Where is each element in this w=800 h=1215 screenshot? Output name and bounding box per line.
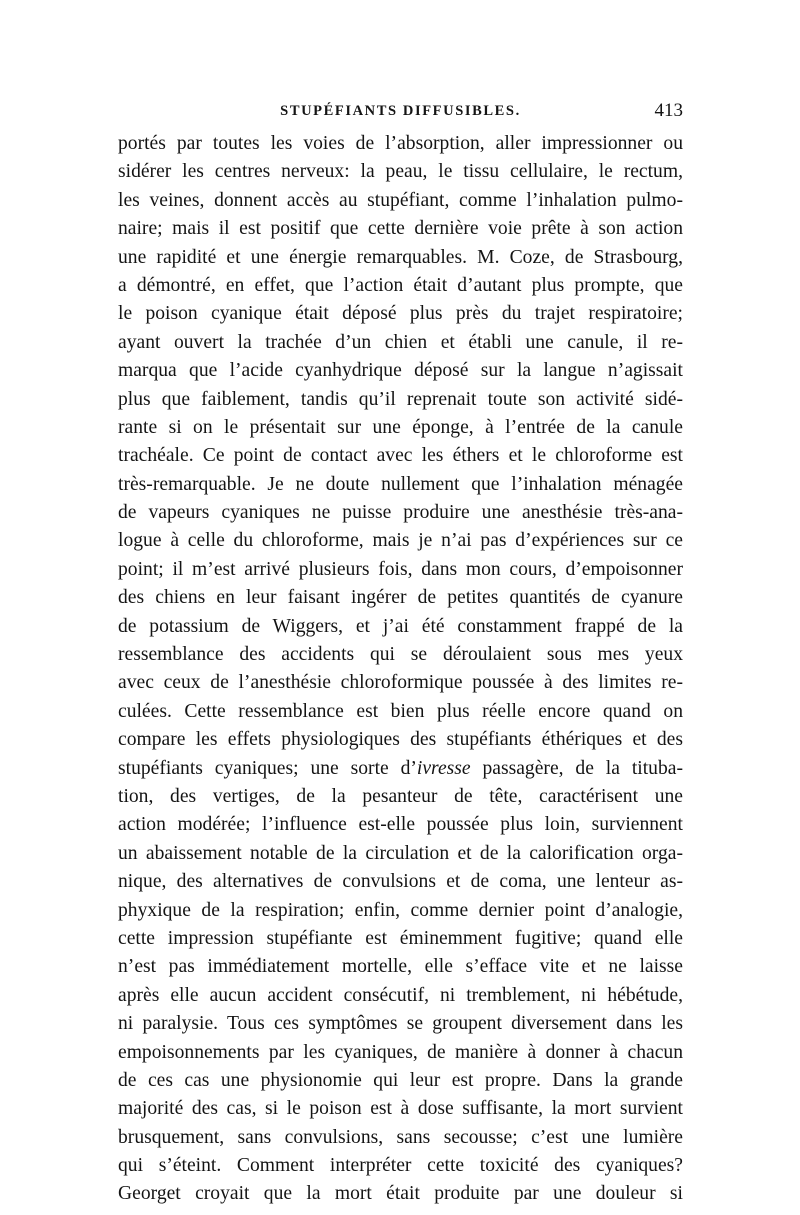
text-line: brusquement, sans convulsions, sans secousse; c’est une lumière: [118, 1126, 683, 1148]
text-line: phyxique de la respiration; enfin, comme dernier point d’analogie,: [118, 899, 683, 921]
text-line: a démontré, en effet, que l’action était d’autant plus prompte, que: [118, 274, 683, 296]
text-line: compare les effets physiologiques des stupéfiants éthériques et des: [118, 729, 683, 751]
text-line: qui s’éteint. Comment interpréter cette toxicité des cyaniques?: [118, 1155, 683, 1177]
text-line: trachéale. Ce point de contact avec les éthers et le chloroforme est: [118, 445, 683, 467]
text-line: action modérée; l’influence est-elle poussée plus loin, surviennent: [118, 814, 683, 836]
text-line: après elle aucun accident consécutif, ni tremblement, ni hébétude,: [118, 984, 683, 1006]
text-line: les veines, donnent accès au stupéfiant, comme l’inhalation pulmo-: [118, 189, 683, 211]
text-line: cette impression stupéfiante est éminemment fugitive; quand elle: [118, 927, 683, 949]
text-line: empoisonnements par les cyaniques, de manière à donner à chacun: [118, 1041, 683, 1063]
text-line: très-remarquable. Je ne doute nullement que l’inhalation ménagée: [118, 473, 683, 495]
body-text: [118, 130, 683, 1209]
text-segment: stupéfiants cyaniques; une sorte d’: [118, 757, 417, 779]
text-line: nique, des alternatives de convulsions et de coma, une lenteur as-: [118, 871, 683, 893]
text-line: des chiens en leur faisant ingérer de petites quantités de cyanure: [118, 587, 683, 609]
text-line: naire; mais il est positif que cette dernière voie prête à son action: [118, 218, 683, 240]
text-line: portés par toutes les voies de l’absorption, aller impressionner ou: [118, 133, 683, 154]
text-line: culées. Cette ressemblance est bien plus réelle encore quand on: [118, 700, 683, 722]
running-head: [118, 98, 683, 124]
text-line: point; il m’est arrivé plusieurs fois, dans mon cours, d’empoisonner: [118, 558, 683, 580]
text-line: le poison cyanique était déposé plus près du trajet respiratoire;: [118, 303, 683, 325]
text-segment: passagère, de la tituba-: [470, 757, 683, 779]
text-line: de ces cas une physionomie qui leur est propre. Dans la grande: [118, 1069, 683, 1091]
text-line: avec ceux de l’anesthésie chloroformique poussée à des limites re-: [118, 672, 683, 694]
text-line: Georget croyait que la mort était produite par une douleur si: [118, 1183, 683, 1205]
text-line: de potassium de Wiggers, et j’ai été constamment frappé de la: [118, 615, 683, 637]
text-line: tion, des vertiges, de la pesanteur de tête, caractérisent une: [118, 785, 683, 807]
text-line: ressemblance des accidents qui se déroulaient sous mes yeux: [118, 644, 683, 666]
running-title: STUPÉFIANTS DIFFUSIBLES.: [280, 103, 521, 119]
text-line: marqua que l’acide cyanhydrique déposé sur la langue n’agissait: [118, 360, 683, 382]
text-line: ni paralysie. Tous ces symptômes se groupent diversement dans les: [118, 1013, 683, 1035]
text-line: un abaissement notable de la circulation et de la calorification orga-: [118, 842, 683, 864]
text-line: majorité des cas, si le poison est à dose suffisante, la mort survient: [118, 1098, 683, 1120]
text-line: une rapidité et une énergie remarquables. M. Coze, de Strasbourg,: [118, 246, 683, 268]
text-line: ayant ouvert la trachée d’un chien et établi une canule, il re-: [118, 331, 683, 353]
page-number: 413: [654, 100, 683, 121]
text-line: rante si on le présentait sur une éponge, à l’entrée de la canule: [118, 416, 683, 438]
text-line: logue à celle du chloroforme, mais je n’ai pas d’expériences sur ce: [118, 530, 683, 552]
text-line: sidérer les centres nerveux: la peau, le tissu cellulaire, le rectum,: [118, 161, 683, 183]
text-line: n’est pas immédiatement mortelle, elle s’efface vite et ne laisse: [118, 956, 683, 978]
text-line: plus que faiblement, tandis qu’il reprenait toute son activité sidé-: [118, 388, 683, 410]
italic-word: ivresse: [416, 757, 471, 779]
text-line: de vapeurs cyaniques ne puisse produire une anesthésie très-ana-: [118, 502, 683, 524]
text-line-with-italic: [118, 755, 683, 783]
